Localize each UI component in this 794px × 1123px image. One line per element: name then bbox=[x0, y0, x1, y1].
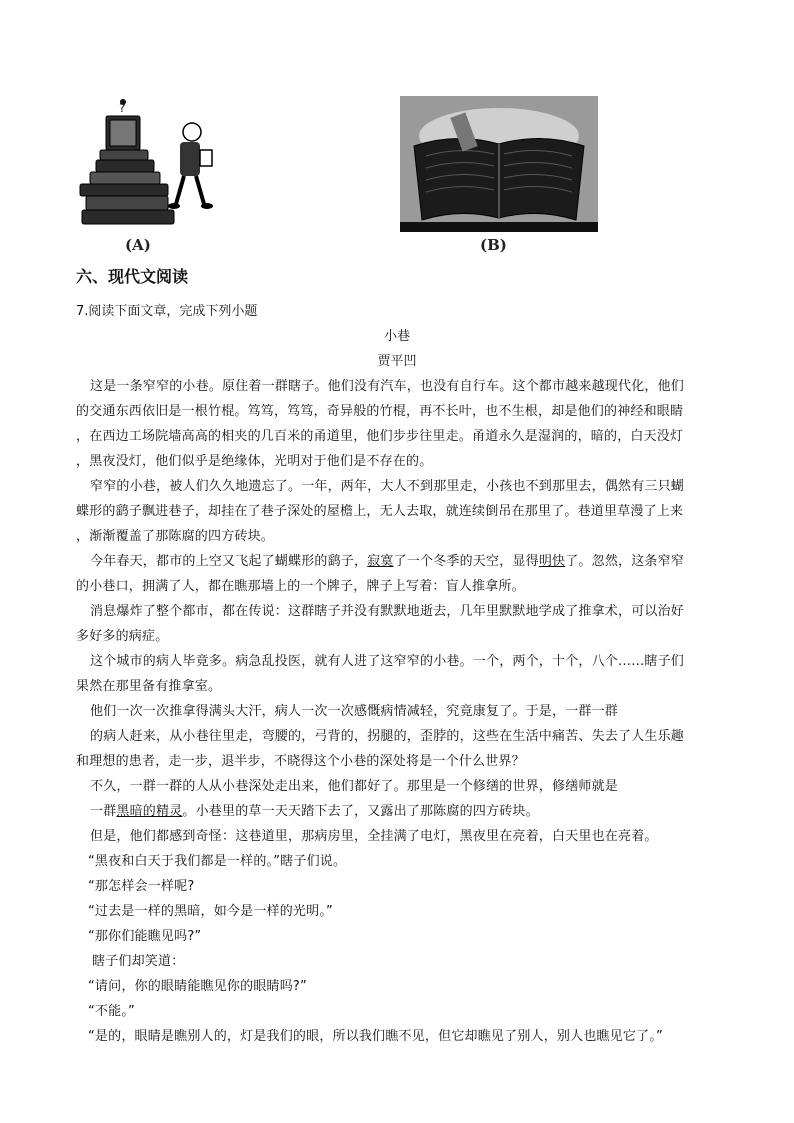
article-line: 这个城市的病人毕竟多。病急乱投医，就有人进了这窄窄的小巷。一个，两个，十个，八个……瞎子们 bbox=[90, 654, 685, 669]
article-line: 的小巷口，拥满了人，都在瞧那墙上的一个牌子，牌子上写着：盲人推拿所。 bbox=[76, 579, 525, 594]
article-text: 了。忽然，这条窄窄 bbox=[565, 554, 685, 569]
article-line: ，渐渐覆盖了那陈腐的四方砖块。 bbox=[76, 529, 275, 544]
dialogue-line: “不能。” bbox=[88, 1004, 135, 1019]
article-line: 的病人赶来，从小巷往里走，弯腰的，弓背的，拐腿的，歪脖的，这些在生活中痛苦、失去了人生乐趣 bbox=[90, 729, 685, 744]
article-text: 今年春天，都市的上空又飞起了蝴蝶形的鹞子， bbox=[90, 554, 368, 569]
article-author: 贾平凹 bbox=[377, 354, 417, 369]
article-line: 果然在那里备有推拿室。 bbox=[76, 679, 222, 694]
figure-a-illustration bbox=[76, 92, 216, 232]
book-stack-icon bbox=[80, 116, 174, 224]
article-line bbox=[90, 800, 539, 819]
article-line: 的交通东西依旧是一根竹棍。笃笃，笃笃，奇异般的竹棍，再不长叶，也不生根，却是他们的神经和眼睛 bbox=[76, 404, 684, 419]
dialogue-line: “过去是一样的黑暗，如今是一样的光明。” bbox=[88, 904, 333, 919]
figure-b-caption: (B) bbox=[480, 236, 507, 254]
article-line: 和理想的患者，走一步，退半步，不晓得这个小巷的深处将是一个什么世界？ bbox=[76, 754, 525, 769]
figure-b-illustration bbox=[400, 96, 598, 232]
article-line: 但是，他们都感到奇怪：这巷道里，那病房里，全挂满了电灯，黑夜里在亮着，白天里也在亮着。 bbox=[90, 829, 658, 844]
article-line: 他们一次一次推拿得满头大汗，病人一次一次感慨病情减轻，究竟康复了。于是，一群一群 bbox=[90, 704, 619, 719]
section-title: 六、现代文阅读 bbox=[76, 267, 189, 286]
dialogue-line: “请问，你的眼睛能瞧见你的眼睛吗?” bbox=[88, 979, 307, 994]
article-line: 窄窄的小巷，被人们久久地遗忘了。一年，两年，大人不到那里走，小孩也不到那里去，偶然有三只蝴 bbox=[90, 479, 685, 494]
dialogue-line: “黑夜和白天于我们都是一样的。”瞎子们说。 bbox=[88, 854, 347, 869]
dialogue-line: 瞎子们却笑道： bbox=[92, 954, 185, 969]
article-text: 。小巷里的草一天天踏下去了，又露出了那陈腐的四方砖块。 bbox=[182, 804, 539, 819]
article-line bbox=[90, 550, 684, 569]
person-with-tablet-icon bbox=[168, 123, 213, 209]
article-line: 消息爆炸了整个都市，都在传说：这群瞎子并没有默默地逝去，几年里默默地学成了推拿术，可以治好 bbox=[90, 604, 685, 619]
underlined-phrase-heian-jingling: 黑暗的精灵 bbox=[116, 804, 183, 819]
article-text: 一群 bbox=[90, 804, 117, 819]
dialogue-line: “那你们能瞧见吗?” bbox=[88, 929, 202, 944]
article-text: 了一个冬季的天空，显得 bbox=[393, 554, 539, 569]
underlined-word-jimo: 寂寞 bbox=[367, 554, 394, 569]
figure-a-caption: (A) bbox=[125, 236, 151, 254]
article-line: ，黑夜没灯，他们似乎是绝缘体，光明对于他们是不存在的。 bbox=[76, 454, 433, 469]
article-line: ，在西边工场院墙高高的相夹的几百米的甬道里，他们步步往里走。甬道永久是湿润的，暗的，白天没灯 bbox=[76, 429, 684, 444]
question-instruction: 7.阅读下面文章，完成下列小题 bbox=[76, 304, 258, 319]
svg-text:?: ? bbox=[119, 101, 126, 115]
underlined-word-mingkuai: 明快 bbox=[538, 554, 566, 569]
dialogue-line: “是的，眼睛是瞧别人的，灯是我们的眼，所以我们瞧不见，但它却瞧见了别人，别人也瞧见它了。” bbox=[88, 1029, 663, 1044]
article-line: 这是一条窄窄的小巷。原住着一群瞎子。他们没有汽车，也没有自行车。这个都市越来越现代化，他们 bbox=[90, 379, 685, 394]
dialogue-line: “那怎样会一样呢? bbox=[88, 879, 195, 894]
article-line: 不久，一群一群的人从小巷深处走出来，他们都好了。那里是一个修缮的世界，修缮师就是 bbox=[90, 779, 619, 794]
article-title: 小巷 bbox=[383, 329, 410, 344]
article-line: 多好多的病症。 bbox=[76, 629, 169, 644]
article-line: 蝶形的鹞子飘进巷子，却挂在了巷子深处的屋檐上，无人去取，就连续倒吊在那里了。巷道里草漫了上来 bbox=[76, 504, 684, 519]
